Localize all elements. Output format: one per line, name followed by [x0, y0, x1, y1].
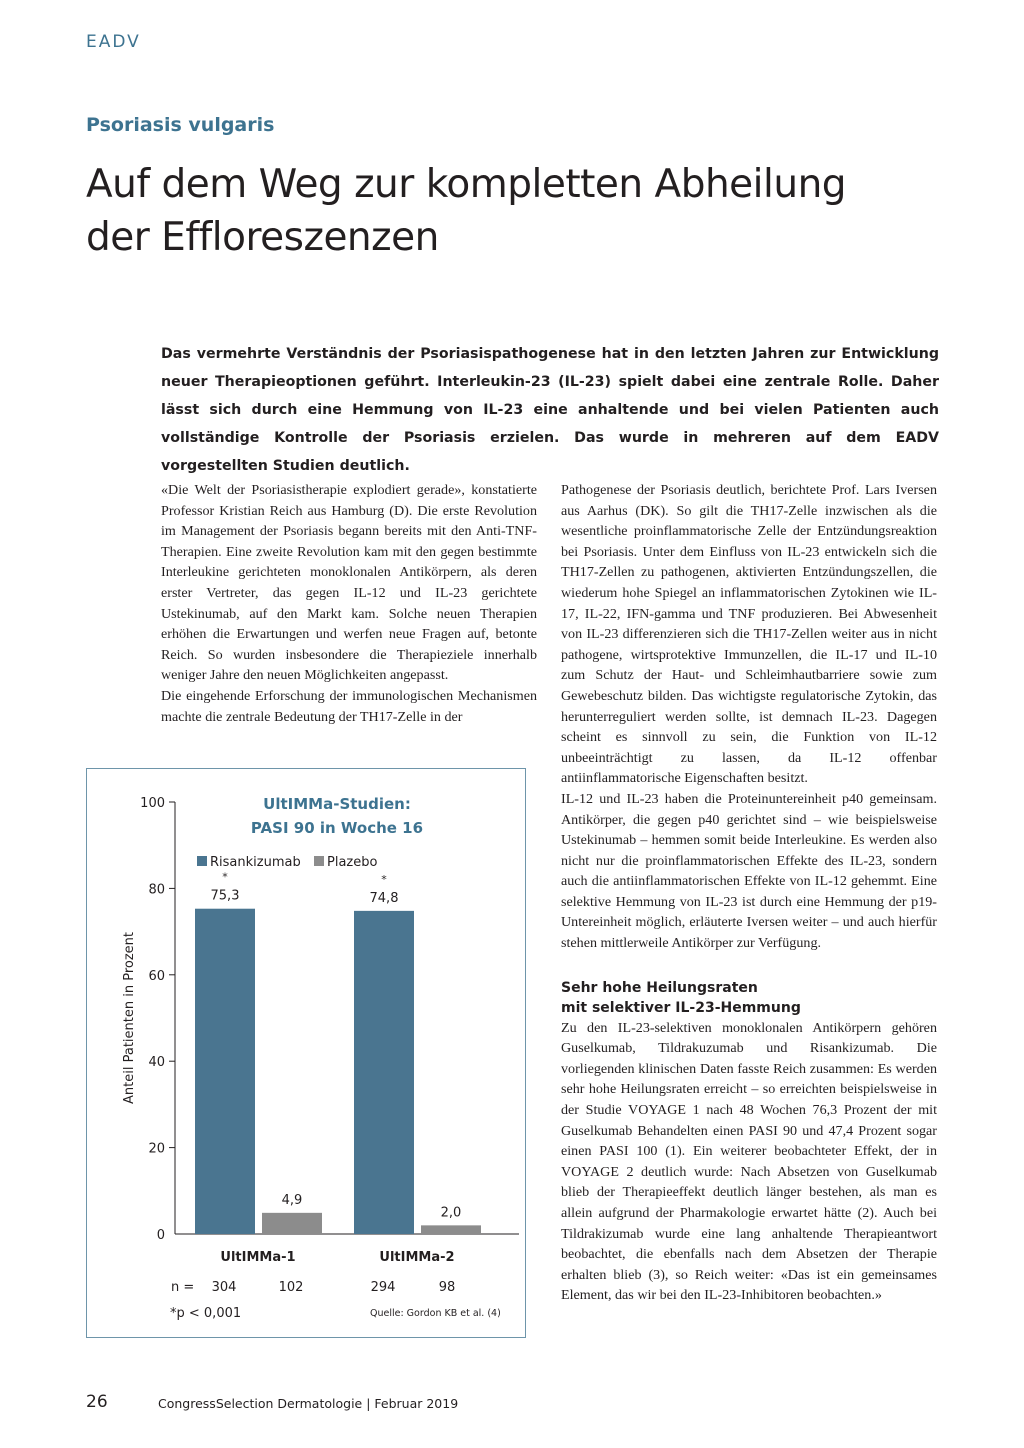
- publication-info: CongressSelection Dermatologie | Februar 2019: [158, 1396, 459, 1411]
- legend-label-plazebo: Plazebo: [327, 855, 378, 870]
- subheading-line-1: Sehr hohe Heilungsraten: [561, 979, 758, 996]
- significance-marker: *: [381, 872, 387, 886]
- n-value: 98: [438, 1280, 456, 1295]
- y-axis-label: Anteil Patienten in Prozent: [122, 932, 137, 1104]
- y-tick-label: 80: [148, 882, 165, 898]
- paragraph: IL-12 und IL-23 haben die Proteinuntereinheit p40 gemeinsam. Antikörper, die gegen p40 gerichtet sind – wie beispielsweise Ustekinumab – hemmen somit beide Interleukine. Es werden also nicht nur die proinflammatorischen Effekte des IL-23, sondern auch die antiinflammatorischen Effekte von IL-12 gehemmt. Eine selektive Hemmung von IL-23 ist durch eine Hemmung der p19-Untereinheit möglich, erläuterte Iversen weiter – und auch hierfür stehen mittlerweile Antikörper zur Verfügung.: [561, 790, 937, 952]
- paragraph: Die eingehende Erforschung der immunologischen Mechanismen machte die zentrale Bedeutung der TH17-Zelle in der: [161, 687, 537, 725]
- chart-title: UltIMMa-Studien:: [263, 795, 411, 813]
- section-label: EADV: [86, 32, 141, 52]
- article-kicker: Psoriasis vulgaris: [86, 114, 275, 136]
- chart-subtitle: PASI 90 in Woche 16: [250, 819, 424, 837]
- bar-plazebo: [262, 1213, 322, 1234]
- data-label: 74,8: [369, 890, 399, 906]
- y-tick-label: 60: [148, 968, 165, 984]
- bar-chart: [87, 769, 527, 1339]
- text-column-left: [161, 480, 537, 727]
- y-tick-label: 20: [148, 1141, 165, 1157]
- x-category-label: UltIMMa-2: [379, 1250, 455, 1265]
- legend-label-risankizumab: Risankizumab: [210, 855, 301, 870]
- subheading-line-2: mit selektiver IL-23-Hemmung: [561, 999, 801, 1016]
- y-tick-label: 100: [140, 796, 165, 811]
- n-value: 304: [211, 1280, 237, 1295]
- legend-swatch-risankizumab: [197, 856, 207, 866]
- bar-risankizumab: [354, 911, 414, 1234]
- n-label: n =: [171, 1280, 195, 1295]
- footnote: *p < 0,001: [170, 1306, 242, 1321]
- section-subheading: [561, 978, 937, 1018]
- paragraph: Pathogenese der Psoriasis deutlich, berichtete Prof. Lars Iversen aus Aarhus (DK). So gilt die TH17-Zelle inzwischen als die wesentliche proinflammatorische Zelle der Entzündungsreaktion bei Psoriasis. Unter dem Einfluss von IL-23 entwickeln sich die TH17-Zellen zu pathogenen, aktivierten Entzündungszellen, die wiederum hohe Spiegel an inflammatorischen Zytokinen wie IL-17, IL-22, IFN-gamma und TNF produzieren. Bei Abwesenheit von IL-23 differenzieren sich die TH17-Zellen weiter aus in nicht pathogene, wirtsprotektive Immunzellen, die IL-17 und IL-10 zum Schutz der Haut- und Schleimhautbarriere sowie zum Gewebeschutz bilden. Das wichtigste regulatorische Zytokin, das herunterreguliert werden sollte, ist demnach IL-23. Dagegen scheint es sinnvoll zu sein, die Funktion von IL-12 unbeeinträchtigt zu lassen, da IL-12 offenbar antiinflammatorische Eigenschaften besitzt.: [561, 482, 937, 787]
- article-lead: Das vermehrte Verständnis der Psoriasispathogenese hat in den letzten Jahren zur Entwicklung neuer Therapieoptionen geführt. Interleukin-23 (IL-23) spielt dabei eine zentrale Rolle. Daher lässt sich durch eine Hemmung von IL-23 eine anhaltende und bei vielen Patienten auch vollständige Kontrolle der Psoriasis erzielen. Das wurde in mehreren auf dem EADV vorgestellten Studien deutlich.: [161, 346, 939, 474]
- significance-marker: *: [222, 870, 228, 884]
- n-value: 294: [370, 1280, 396, 1295]
- data-label: 4,9: [281, 1192, 303, 1208]
- article-title: [86, 158, 946, 264]
- title-line-2: der Effloreszenzen: [86, 215, 439, 260]
- title-line-1: Auf dem Weg zur kompletten Abheilung: [86, 162, 847, 207]
- text-column-right: [561, 480, 937, 1306]
- bar-risankizumab: [195, 909, 255, 1234]
- chart-figure: [86, 768, 526, 1338]
- legend-swatch-plazebo: [314, 856, 324, 866]
- paragraph: «Die Welt der Psoriasistherapie explodiert gerade», konstatierte Professor Kristian Reich aus Hamburg (D). Die erste Revolution im Management der Psoriasis begann bereits mit den Anti-TNF-Therapien. Eine zweite Revolution kam mit den gegen bestimmte Interleukine gerichteten monoklonalen Antikörpern, als deren erster Vertreter, das gegen IL-12 und IL-23 gerichtete Ustekinumab, auf den Markt kam. Solche neuen Therapien erhöhen die Erwartungen und werfen neue Fragen auf, betonte Reich. So wurden insbesondere die Therapieziele innerhalb weniger Jahre den neuen Möglichkeiten angepasst.: [161, 482, 537, 684]
- n-value: 102: [278, 1280, 304, 1295]
- page-number: 26: [86, 1392, 108, 1412]
- paragraph: Zu den IL-23-selektiven monoklonalen Antikörpern gehören Guselkumab, Tildrakuzumab und Risankizumab. Die vorliegenden klinischen Daten fasste Reich zusammen: Es werden sehr hohe Heilungsraten erreicht – so erreichten beispielsweise in der Studie VOYAGE 1 nach 48 Wochen 76,3 Prozent der mit Guselkumab Behandelten einen PASI 90 und 47,4 Prozent sogar einen PASI 100 (1). Ein weiterer beobachteter Effekt, der in VOYAGE 2 deutlich wurde: Nach Absetzen von Guselkumab blieb der Therapieeffekt deutlich länger bestehen, als man es allein aufgrund der Pharmakologie erwartet hätte (2). Auch bei Tildrakizumab wurde eine lang anhaltende Therapieantwort beobachtet, die ebenfalls nach dem Absetzen der Therapie erhalten blieb (3), so Reich weiter: «Das ist ein gemeinsames Element, das wir bei den IL-23-Inhibitoren beobachten.»: [561, 1019, 937, 1304]
- chart-source: Quelle: Gordon KB et al. (4): [370, 1308, 501, 1319]
- y-tick-label: 0: [156, 1228, 165, 1243]
- data-label: 2,0: [440, 1205, 462, 1221]
- y-tick-label: 40: [148, 1055, 165, 1071]
- bar-plazebo: [421, 1225, 481, 1234]
- data-label: 75,3: [210, 888, 240, 904]
- x-category-label: UltIMMa-1: [220, 1250, 296, 1265]
